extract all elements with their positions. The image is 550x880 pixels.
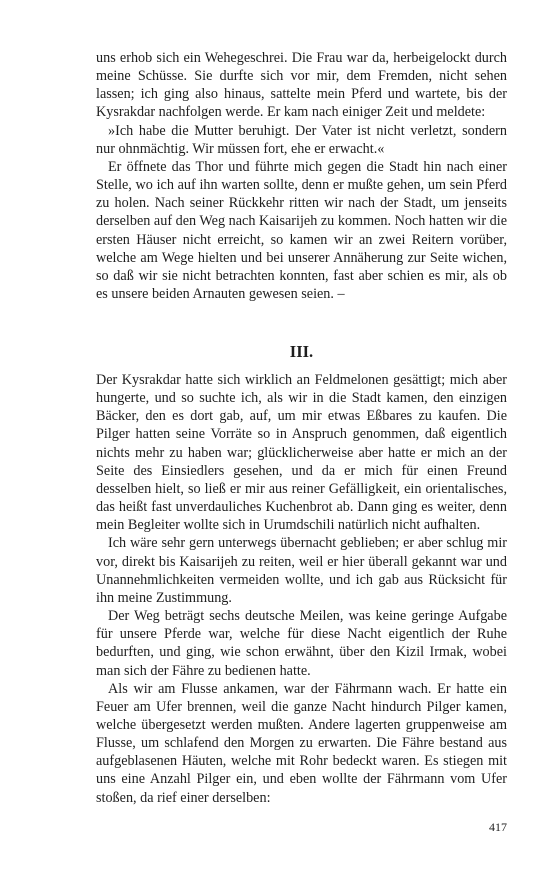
- page-number: 417: [489, 820, 507, 834]
- paragraph: uns erhob sich ein Wehegeschrei. Die Frau war da, herbeigelockt durch meine Schüsse. Sie durfte sich vor mir, dem Fremden, nicht sehen lassen; ich ging also hinaus, sattelte mein Pferd und wartete, bis der Kysrakdar nachfolgen werde. Er kam nach einiger Zeit und meldete:: [96, 50, 507, 121]
- chapter-heading: III.: [289, 342, 314, 361]
- paragraph: Als wir am Flusse ankamen, war der Fährmann wach. Er hatte ein Feuer am Ufer brennen, weil die ganze Nacht hindurch Pilger kamen, welche übergesetzt werden mußten. Andere lagerten gruppenweise am Flusse, um schlafend den Morgen zu erwarten. Die Fähre bestand aus aufgeblasenen Häuten, welche mit Rohr bedeckt waren. Es stiegen mit uns eine Anzahl Pilger ein, und eben wollte der Fährmann vom Ufer stoßen, da rief einer derselben:: [96, 680, 507, 806]
- text-block-bottom: [96, 371, 507, 807]
- paragraph: »Ich habe die Mutter beruhigt. Der Vater ist nicht verletzt, sondern nur ohnmächtig. Wir müssen fort, ehe er erwacht.«: [96, 122, 507, 157]
- paragraph: Er öffnete das Thor und führte mich gegen die Stadt hin nach einer Stelle, wo ich auf ihn warten sollte, denn er mußte gehen, um sein Pferd zu holen. Nach seiner Rückkehr ritten wir nach der Stadt, um jenseits derselben auf den Weg nach Kaisarijeh zu kommen. Noch hatten wir die ersten Häuser nicht erreicht, so kamen wir an zwei Reitern vorüber, welche am Wege hielten und bei unserer Annäherung zur Seite wichen, so daß wir sie nicht betrachten konnten, fast aber schien es mir, als ob es unsere beiden Arnauten gewesen seien. –: [96, 158, 507, 303]
- paragraph: Der Kysrakdar hatte sich wirklich an Feldmelonen gesättigt; mich aber hungerte, und so suchte ich, als wir in die Stadt kamen, den einzigen Bäcker, den es dort gab, auf, um mir etwas Eßbares zu kaufen. Die Pilger hatten seine Vorräte so in Anspruch genommen, daß eigentlich nichts mehr zu haben war; glücklicherweise aber hatte er mich an der Seite des Einsiedlers gesehen, und da er mich für einen Freund desselben hielt, so ließ er mir aus reiner Gefälligkeit, ein orientalisches, das heißt fast unverdauliches Kuchenbrot ab. Dann ging es weiter, denn mein Begleiter wollte sich in Urumdschili natürlich nicht aufhalten.: [96, 372, 507, 534]
- text-block-top: [96, 49, 507, 303]
- paragraph: Ich wäre sehr gern unterwegs übernacht geblieben; er aber schlug mir vor, direkt bis Kaisarijeh zu reiten, weil er hier überall gekannt war und Unannehmlichkeiten vermeiden wollte, und ich gab aus Rücksicht für ihn meine Zustimmung.: [96, 535, 507, 606]
- paragraph: Der Weg beträgt sechs deutsche Meilen, was keine geringe Aufgabe für unsere Pferde war, welche für diese Nacht eigentlich der Ruhe bedurften, und ging, wie schon erwähnt, über den Kizil Irmak, wobei man sich der Fähre zu bedienen hatte.: [96, 608, 507, 679]
